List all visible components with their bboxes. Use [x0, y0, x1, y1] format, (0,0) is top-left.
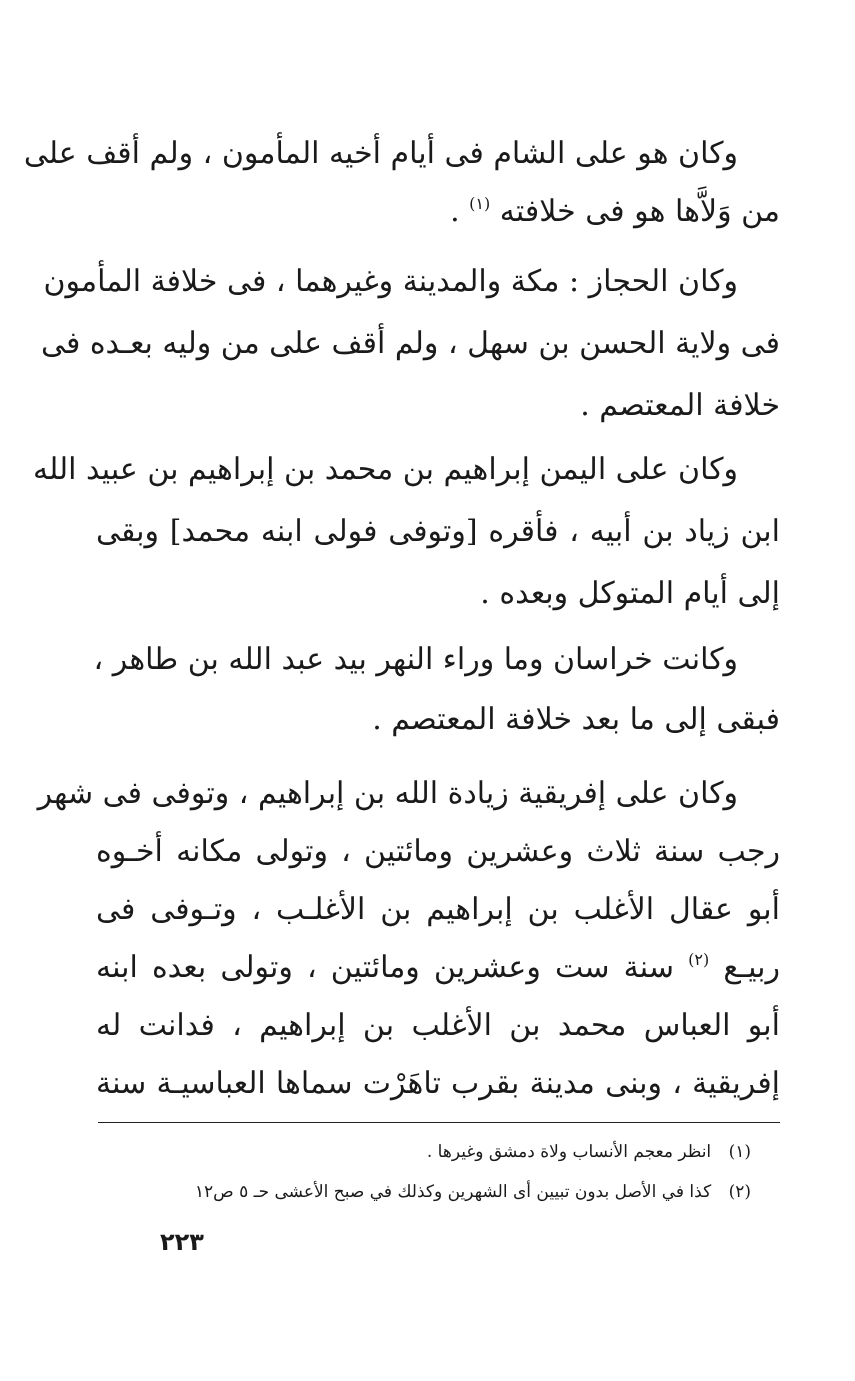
text-line: رجب سنة ثلاث وعشرين ومائتين ، وتولى مكانه أخـوه	[96, 834, 780, 869]
text-fragment: .	[450, 194, 460, 229]
text-line: خلافة المعتصم .	[580, 388, 780, 423]
footnote-reference-2[interactable]: (٢)	[688, 950, 710, 969]
footnote-1	[75, 1132, 759, 1172]
text-line	[96, 182, 780, 242]
footnote-number: (٢)	[728, 1182, 751, 1202]
text-line: أبو العباس محمد بن الأغلب بن إبراهيم ، فدانت له	[96, 1008, 780, 1043]
text-fragment: ربيـع	[723, 950, 780, 985]
footnotes-section	[75, 1132, 759, 1212]
text-fragment: سنة ست وعشرين ومائتين ، وتولى بعده ابنه	[96, 950, 674, 985]
text-line: إلى أيام المتوكل وبعده .	[480, 576, 780, 611]
footnote-text: كذا في الأصل بدون تبيين أى الشهرين وكذلك في صبح الأعشى حـ ٥ ص١٢	[194, 1182, 712, 1202]
text-fragment: من وَلاَّها هو فى خلافته	[499, 194, 780, 229]
text-line: وكان هو على الشام فى أيام أخيه المأمون ، ولم أقف على	[23, 136, 738, 171]
text-line: إفريقية ، وبنى مدينة بقرب تاهَرْت سماها العباسيـة سنة	[96, 1066, 780, 1101]
text-line: وكانت خراسان وما وراء النهر بيد عبد الله بن طاهر ،	[93, 642, 738, 677]
text-line: فى ولاية الحسن بن سهل ، ولم أقف على من وليه بعـده فى	[40, 326, 780, 361]
footnote-reference-1[interactable]: (١)	[469, 194, 491, 213]
text-line: وكان الحجاز : مكة والمدينة وغيرهما ، فى خلافة المأمون	[43, 264, 738, 299]
text-line: أبو عقال الأغلب بن إبراهيم بن الأغلـب ، وتـوفى فى	[96, 892, 780, 927]
text-line: وكان على اليمن إبراهيم بن محمد بن إبراهيم بن عبيد الله	[33, 452, 738, 487]
footnote-2	[75, 1172, 759, 1212]
footnote-separator	[98, 1122, 780, 1123]
text-line	[96, 938, 780, 998]
text-line: وكان على إفريقية زيادة الله بن إبراهيم ، وتوفى فى شهر	[37, 776, 738, 811]
footnote-number: (١)	[728, 1142, 751, 1162]
page-number: ٢٢٣	[160, 1228, 204, 1256]
text-line: ابن زياد بن أبيه ، فأقره [وتوفى فولى ابنه محمد] وبقى	[96, 514, 780, 549]
footnote-text: انظر معجم الأنساب ولاة دمشق وغيرها .	[426, 1142, 712, 1162]
text-line: فبقى إلى ما بعد خلافة المعتصم .	[372, 702, 780, 737]
